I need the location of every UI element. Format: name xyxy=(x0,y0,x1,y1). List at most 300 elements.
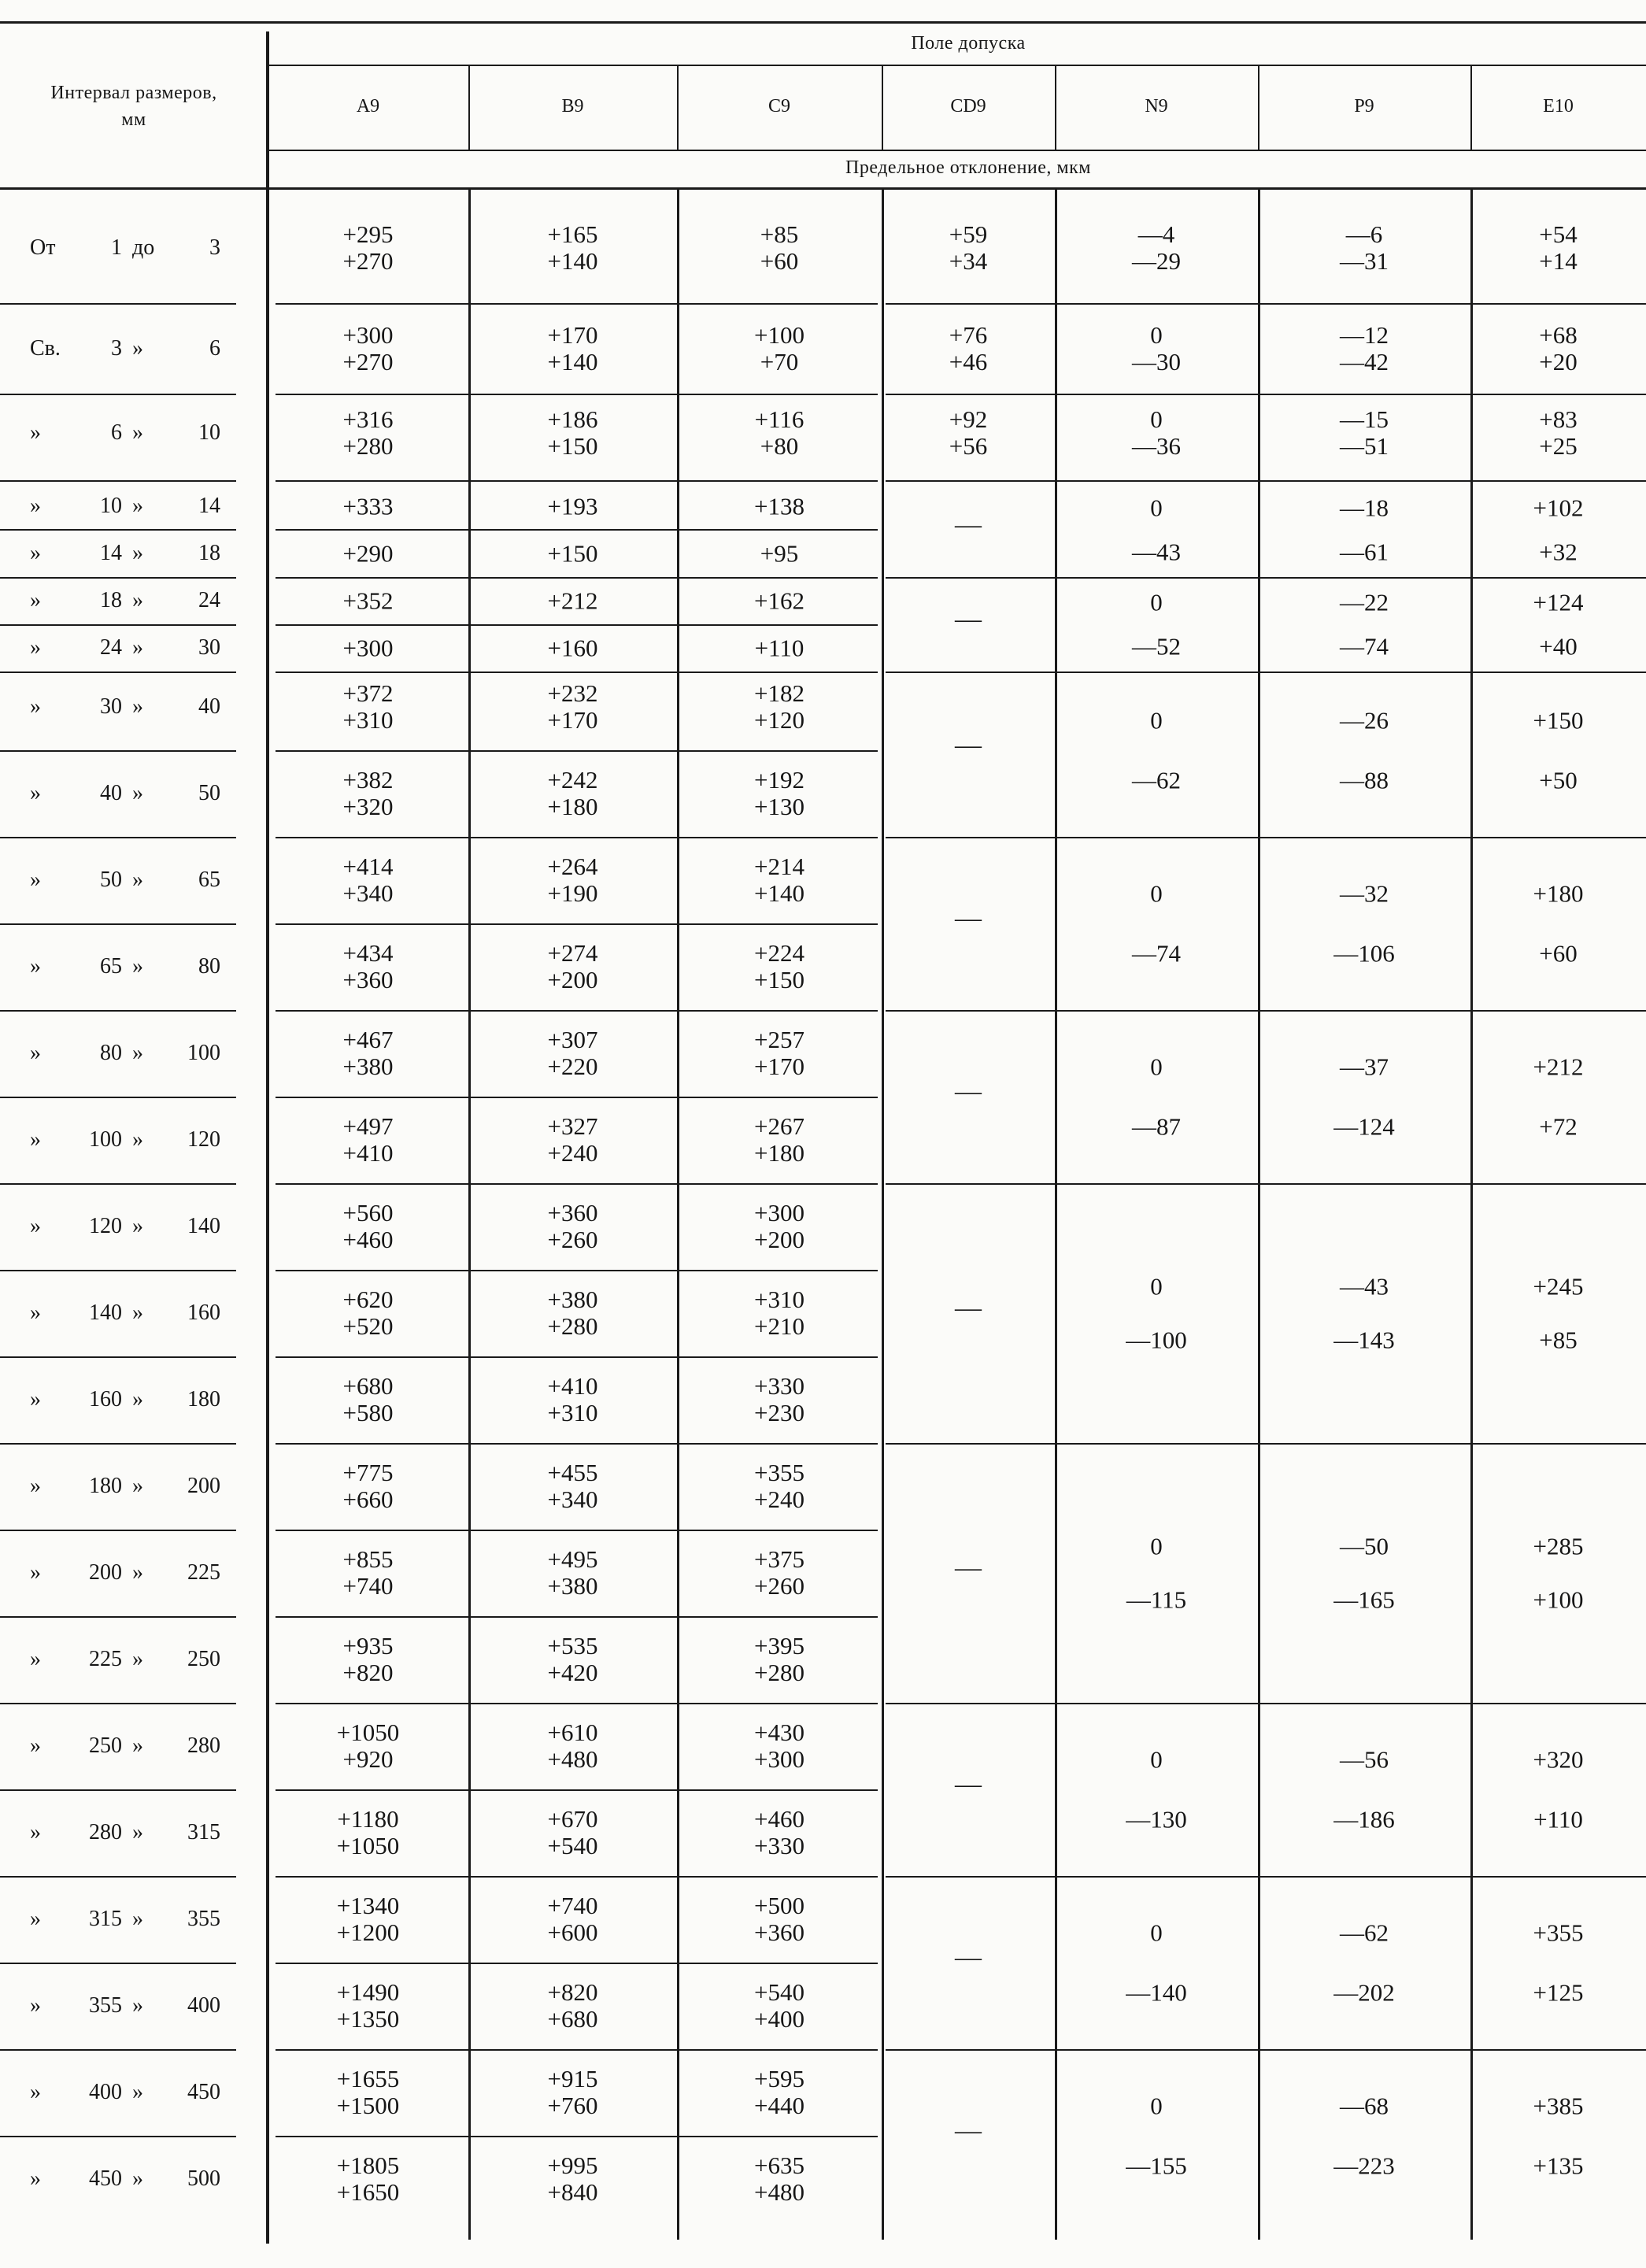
value-e10: +245 xyxy=(1533,1272,1584,1300)
value-n9: —52 xyxy=(1132,632,1181,660)
interval-do: » xyxy=(132,781,143,805)
value-b9: +670 +540 xyxy=(547,1805,598,1859)
row-separator xyxy=(0,1443,236,1445)
row-separator xyxy=(276,2049,878,2051)
interval-do: » xyxy=(132,2166,143,2191)
row-separator xyxy=(276,577,878,579)
row-separator xyxy=(0,1703,236,1704)
interval-to: 40 xyxy=(198,694,220,719)
interval-prefix: Св. xyxy=(30,336,61,361)
value-cd9-dash: — xyxy=(955,1943,982,1972)
interval-from: 200 xyxy=(89,1560,122,1585)
interval-prefix: » xyxy=(30,588,41,612)
value-c9: +138 xyxy=(754,492,805,520)
interval-from: 120 xyxy=(89,1214,122,1238)
value-p9: —50 xyxy=(1340,1532,1389,1560)
row-separator xyxy=(276,1270,878,1271)
value-b9: +160 xyxy=(547,634,598,662)
interval-prefix: » xyxy=(30,868,41,892)
value-p9: —22 xyxy=(1340,588,1389,616)
value-c9: +224 +150 xyxy=(754,939,805,993)
value-n9: —115 xyxy=(1126,1585,1187,1614)
value-cd9-dash: — xyxy=(955,1293,982,1323)
value-e10: +355 xyxy=(1533,1918,1584,1947)
value-b9: +610 +480 xyxy=(547,1719,598,1773)
value-c9: +330 +230 xyxy=(754,1372,805,1426)
value-n9: —4 —29 xyxy=(1132,220,1181,275)
value-a9: +680 +580 xyxy=(342,1372,394,1426)
interval-prefix: От xyxy=(30,235,56,260)
column-divider xyxy=(1258,189,1260,2240)
value-p9: —68 xyxy=(1340,2092,1389,2120)
interval-to: 50 xyxy=(198,781,220,805)
interval-to: 3 xyxy=(209,235,220,260)
value-c9: +540 +400 xyxy=(754,1978,805,2033)
value-b9: +360 +260 xyxy=(547,1199,598,1253)
interval-prefix: » xyxy=(30,781,41,805)
value-e10: +125 xyxy=(1533,1978,1584,2007)
interval-to: 18 xyxy=(198,541,220,565)
header-group-title: Поле допуска xyxy=(911,33,1026,54)
value-b9: +242 +180 xyxy=(547,766,598,820)
row-separator xyxy=(886,1183,1646,1185)
value-b9: +193 xyxy=(547,492,598,520)
row-separator xyxy=(0,2049,236,2051)
value-p9: —56 xyxy=(1340,1745,1389,1774)
value-n9: 0 xyxy=(1150,1053,1163,1081)
interval-do: » xyxy=(132,588,143,612)
interval-from: 65 xyxy=(100,954,122,979)
value-a9: +290 xyxy=(342,539,394,568)
interval-do: » xyxy=(132,1560,143,1585)
value-a9: +620 +520 xyxy=(342,1286,394,1340)
interval-prefix: » xyxy=(30,1907,41,1931)
value-a9: +1180 +1050 xyxy=(336,1805,400,1859)
interval-from: 30 xyxy=(100,694,122,719)
row-separator xyxy=(276,624,878,626)
interval-do: » xyxy=(132,420,143,445)
column-header-cd9: CD9 xyxy=(950,96,986,117)
column-header-b9: B9 xyxy=(561,96,584,117)
value-e10: +40 xyxy=(1539,632,1578,660)
value-e10: +68 +20 xyxy=(1539,321,1578,376)
interval-to: 6 xyxy=(209,336,220,361)
interval-from: 100 xyxy=(89,1127,122,1152)
value-c9: +110 xyxy=(754,634,805,662)
interval-from: 225 xyxy=(89,1647,122,1671)
column-header-e10: E10 xyxy=(1543,96,1574,117)
stub-divider xyxy=(266,31,269,2244)
interval-to: 225 xyxy=(187,1560,220,1585)
value-b9: +165 +140 xyxy=(547,220,598,275)
interval-to: 280 xyxy=(187,1733,220,1758)
interval-do: » xyxy=(132,541,143,565)
row-separator xyxy=(276,1876,878,1878)
value-b9: +232 +170 xyxy=(547,679,598,734)
row-separator xyxy=(0,624,236,626)
row-separator xyxy=(276,1789,878,1791)
row-separator xyxy=(276,837,878,838)
value-b9: +186 +150 xyxy=(547,405,598,460)
interval-prefix: » xyxy=(30,1300,41,1325)
value-a9: +1340 +1200 xyxy=(336,1892,400,1946)
value-e10: +60 xyxy=(1539,939,1578,968)
value-c9: +100 +70 xyxy=(754,321,805,376)
value-b9: +212 xyxy=(547,586,598,615)
value-p9: —15 —51 xyxy=(1340,405,1389,460)
interval-do: » xyxy=(132,868,143,892)
row-separator xyxy=(886,303,1646,305)
interval-to: 315 xyxy=(187,1820,220,1844)
interval-to: 80 xyxy=(198,954,220,979)
value-e10: +50 xyxy=(1539,766,1578,794)
column-divider xyxy=(1055,189,1057,2240)
interval-prefix: » xyxy=(30,954,41,979)
interval-from: 6 xyxy=(111,420,122,445)
interval-do: » xyxy=(132,1907,143,1931)
value-c9: +375 +260 xyxy=(754,1545,805,1600)
row-separator xyxy=(276,529,878,531)
row-separator xyxy=(0,1356,236,1358)
column-divider xyxy=(468,66,470,150)
interval-to: 160 xyxy=(187,1300,220,1325)
interval-prefix: » xyxy=(30,1733,41,1758)
interval-prefix: » xyxy=(30,1041,41,1065)
column-divider xyxy=(882,66,883,150)
value-a9: +333 xyxy=(342,492,394,520)
header-rule-group xyxy=(268,65,1646,66)
value-e10: +150 xyxy=(1533,706,1584,734)
column-divider xyxy=(1055,66,1056,150)
row-separator xyxy=(0,1183,236,1185)
interval-do: » xyxy=(132,494,143,518)
value-e10: +32 xyxy=(1539,538,1578,566)
value-p9: —223 xyxy=(1333,2151,1395,2180)
interval-from: 80 xyxy=(100,1041,122,1065)
value-cd9-dash: — xyxy=(955,731,982,760)
value-cd9-dash: — xyxy=(955,510,982,539)
value-a9: +1490 +1350 xyxy=(336,1978,400,2033)
value-c9: +500 +360 xyxy=(754,1892,805,1946)
interval-from: 40 xyxy=(100,781,122,805)
column-divider xyxy=(677,66,679,150)
value-e10: +320 xyxy=(1533,1745,1584,1774)
interval-prefix: » xyxy=(30,1127,41,1152)
value-a9: +560 +460 xyxy=(342,1199,394,1253)
interval-from: 14 xyxy=(100,541,122,565)
interval-prefix: » xyxy=(30,1560,41,1585)
interval-do: » xyxy=(132,694,143,719)
value-n9: —100 xyxy=(1126,1326,1187,1354)
row-separator xyxy=(276,1703,878,1704)
value-b9: +535 +420 xyxy=(547,1632,598,1686)
row-separator xyxy=(0,1270,236,1271)
value-a9: +855 +740 xyxy=(342,1545,394,1600)
interval-prefix: » xyxy=(30,635,41,660)
interval-do: » xyxy=(132,1993,143,2018)
value-p9: —18 xyxy=(1340,494,1389,522)
interval-prefix: » xyxy=(30,1993,41,2018)
value-p9: —61 xyxy=(1340,538,1389,566)
interval-to: 250 xyxy=(187,1647,220,1671)
value-n9: —140 xyxy=(1126,1978,1187,2007)
value-n9: 0 —36 xyxy=(1132,405,1181,460)
interval-do: » xyxy=(132,1387,143,1411)
row-separator xyxy=(276,1356,878,1358)
interval-to: 450 xyxy=(187,2080,220,2104)
value-p9: —165 xyxy=(1333,1585,1395,1614)
row-separator xyxy=(886,837,1646,838)
value-n9: —74 xyxy=(1132,939,1181,968)
value-n9: 0 xyxy=(1150,1745,1163,1774)
value-a9: +1050 +920 xyxy=(336,1719,400,1773)
interval-prefix: » xyxy=(30,2166,41,2191)
row-separator xyxy=(886,1876,1646,1878)
value-p9: —37 xyxy=(1340,1053,1389,1081)
value-b9: +274 +200 xyxy=(547,939,598,993)
interval-do: до xyxy=(132,235,155,260)
value-n9: 0 —30 xyxy=(1132,321,1181,376)
row-separator xyxy=(276,1183,878,1185)
value-c9: +95 xyxy=(760,539,799,568)
value-n9: 0 xyxy=(1150,588,1163,616)
value-cd9: +92 +56 xyxy=(949,405,988,460)
value-a9: +775 +660 xyxy=(342,1459,394,1513)
value-p9: —12 —42 xyxy=(1340,321,1389,376)
row-separator xyxy=(276,394,878,395)
row-separator xyxy=(276,2136,878,2137)
interval-from: 160 xyxy=(89,1387,122,1411)
interval-prefix: » xyxy=(30,494,41,518)
value-p9: —143 xyxy=(1333,1326,1395,1354)
interval-prefix: » xyxy=(30,1214,41,1238)
row-separator xyxy=(886,577,1646,579)
value-c9: +257 +170 xyxy=(754,1026,805,1080)
value-b9: +410 +310 xyxy=(547,1372,598,1426)
row-separator xyxy=(886,1010,1646,1012)
value-p9: —6 —31 xyxy=(1340,220,1389,275)
header-rule-columns xyxy=(268,150,1646,151)
value-b9: +307 +220 xyxy=(547,1026,598,1080)
interval-do: » xyxy=(132,1214,143,1238)
interval-from: 450 xyxy=(89,2166,122,2191)
interval-prefix: » xyxy=(30,420,41,445)
value-p9: —32 xyxy=(1340,879,1389,908)
interval-to: 65 xyxy=(198,868,220,892)
value-a9: +352 xyxy=(342,586,394,615)
value-cd9-dash: — xyxy=(955,1077,982,1106)
value-a9: +295 +270 xyxy=(342,220,394,275)
interval-to: 355 xyxy=(187,1907,220,1931)
value-cd9: +76 +46 xyxy=(949,321,988,376)
row-separator xyxy=(0,1963,236,1964)
value-p9: —88 xyxy=(1340,766,1389,794)
value-a9: +497 +410 xyxy=(342,1112,394,1167)
column-divider xyxy=(1470,189,1473,2240)
value-e10: +212 xyxy=(1533,1053,1584,1081)
value-n9: 0 xyxy=(1150,2092,1163,2120)
value-b9: +740 +600 xyxy=(547,1892,598,1946)
interval-do: » xyxy=(132,1041,143,1065)
interval-prefix: » xyxy=(30,1387,41,1411)
value-cd9-dash: — xyxy=(955,904,982,933)
header-rule-bottom xyxy=(0,187,1646,190)
row-separator xyxy=(276,1963,878,1964)
value-c9: +162 xyxy=(754,586,805,615)
interval-to: 140 xyxy=(187,1214,220,1238)
interval-from: 280 xyxy=(89,1820,122,1844)
value-b9: +150 xyxy=(547,539,598,568)
row-separator xyxy=(276,1443,878,1445)
interval-from: 1 xyxy=(111,235,122,260)
value-n9: 0 xyxy=(1150,879,1163,908)
interval-from: 315 xyxy=(89,1907,122,1931)
interval-prefix: » xyxy=(30,1474,41,1498)
interval-to: 100 xyxy=(187,1041,220,1065)
value-a9: +372 +310 xyxy=(342,679,394,734)
row-separator xyxy=(0,1097,236,1098)
row-separator xyxy=(0,837,236,838)
row-separator xyxy=(0,923,236,925)
value-a9: +1655 +1500 xyxy=(336,2065,400,2119)
row-separator xyxy=(0,750,236,752)
interval-prefix: » xyxy=(30,2080,41,2104)
row-separator xyxy=(0,672,236,673)
value-c9: +430 +300 xyxy=(754,1719,805,1773)
interval-from: 10 xyxy=(100,494,122,518)
value-e10: +135 xyxy=(1533,2151,1584,2180)
value-n9: —62 xyxy=(1132,766,1181,794)
value-e10: +180 xyxy=(1533,879,1584,908)
value-c9: +395 +280 xyxy=(754,1632,805,1686)
interval-do: » xyxy=(132,1820,143,1844)
value-b9: +495 +380 xyxy=(547,1545,598,1600)
value-a9: +382 +320 xyxy=(342,766,394,820)
row-separator xyxy=(886,1703,1646,1704)
value-c9: +214 +140 xyxy=(754,853,805,907)
interval-from: 18 xyxy=(100,588,122,612)
row-separator xyxy=(0,394,236,395)
row-separator xyxy=(276,480,878,482)
row-separator xyxy=(886,672,1646,673)
value-c9: +182 +120 xyxy=(754,679,805,734)
row-separator xyxy=(0,1789,236,1791)
value-n9: 0 xyxy=(1150,494,1163,522)
interval-prefix: » xyxy=(30,541,41,565)
interval-from: 3 xyxy=(111,336,122,361)
interval-do: » xyxy=(132,1733,143,1758)
interval-from: 250 xyxy=(89,1733,122,1758)
value-p9: —62 xyxy=(1340,1918,1389,1947)
table-top-rule xyxy=(0,21,1646,24)
value-c9: +355 +240 xyxy=(754,1459,805,1513)
value-p9: —186 xyxy=(1333,1805,1395,1833)
interval-from: 400 xyxy=(89,2080,122,2104)
row-separator xyxy=(276,923,878,925)
interval-to: 180 xyxy=(187,1387,220,1411)
interval-to: 24 xyxy=(198,588,220,612)
value-cd9-dash: — xyxy=(955,1553,982,1582)
value-n9: —155 xyxy=(1126,2151,1187,2180)
interval-from: 355 xyxy=(89,1993,122,2018)
header-unit-title: Предельное отклонение, мкм xyxy=(845,157,1091,178)
interval-from: 50 xyxy=(100,868,122,892)
interval-to: 14 xyxy=(198,494,220,518)
value-p9: —106 xyxy=(1333,939,1395,968)
column-header-c9: C9 xyxy=(768,96,791,117)
row-separator xyxy=(0,303,236,305)
column-divider xyxy=(882,189,884,2240)
row-separator xyxy=(276,1616,878,1618)
header-interval-title: Интервал размеров, мм xyxy=(50,83,217,130)
row-separator xyxy=(276,303,878,305)
value-e10: +72 xyxy=(1539,1112,1578,1141)
value-a9: +467 +380 xyxy=(342,1026,394,1080)
row-separator xyxy=(0,1876,236,1878)
value-p9: —43 xyxy=(1340,1272,1389,1300)
row-separator xyxy=(886,480,1646,482)
value-a9: +1805 +1650 xyxy=(336,2151,400,2206)
interval-from: 24 xyxy=(100,635,122,660)
value-c9: +192 +130 xyxy=(754,766,805,820)
row-separator xyxy=(276,1010,878,1012)
value-e10: +124 xyxy=(1533,588,1584,616)
value-a9: +935 +820 xyxy=(342,1632,394,1686)
value-c9: +595 +440 xyxy=(754,2065,805,2119)
interval-from: 140 xyxy=(89,1300,122,1325)
column-header-n9: N9 xyxy=(1145,96,1168,117)
column-header-p9: P9 xyxy=(1354,96,1374,117)
column-header-a9: A9 xyxy=(356,96,380,117)
interval-do: » xyxy=(132,1647,143,1671)
value-n9: 0 xyxy=(1150,706,1163,734)
value-a9: +316 +280 xyxy=(342,405,394,460)
value-b9: +820 +680 xyxy=(547,1978,598,2033)
value-e10: +85 xyxy=(1539,1326,1578,1354)
interval-do: » xyxy=(132,635,143,660)
value-e10: +83 +25 xyxy=(1539,405,1578,460)
value-c9: +310 +210 xyxy=(754,1286,805,1340)
row-separator xyxy=(0,529,236,531)
value-cd9-dash: — xyxy=(955,2116,982,2145)
value-e10: +100 xyxy=(1533,1585,1584,1614)
row-separator xyxy=(276,1530,878,1531)
value-n9: —43 xyxy=(1132,538,1181,566)
value-e10: +385 xyxy=(1533,2092,1584,2120)
value-cd9: +59 +34 xyxy=(949,220,988,275)
column-divider xyxy=(1470,66,1472,150)
interval-to: 30 xyxy=(198,635,220,660)
value-n9: 0 xyxy=(1150,1272,1163,1300)
value-e10: +110 xyxy=(1533,1805,1583,1833)
interval-do: » xyxy=(132,1300,143,1325)
value-p9: —202 xyxy=(1333,1978,1395,2007)
value-p9: —124 xyxy=(1333,1112,1395,1141)
value-b9: +327 +240 xyxy=(547,1112,598,1167)
row-separator xyxy=(0,2136,236,2137)
value-e10: +54 +14 xyxy=(1539,220,1578,275)
row-separator xyxy=(0,1010,236,1012)
interval-do: » xyxy=(132,954,143,979)
value-n9: 0 xyxy=(1150,1532,1163,1560)
interval-to: 500 xyxy=(187,2166,220,2191)
column-divider xyxy=(677,189,679,2240)
column-divider xyxy=(1258,66,1259,150)
value-e10: +285 xyxy=(1533,1532,1584,1560)
value-b9: +995 +840 xyxy=(547,2151,598,2206)
row-separator xyxy=(0,1530,236,1531)
interval-prefix: » xyxy=(30,1647,41,1671)
